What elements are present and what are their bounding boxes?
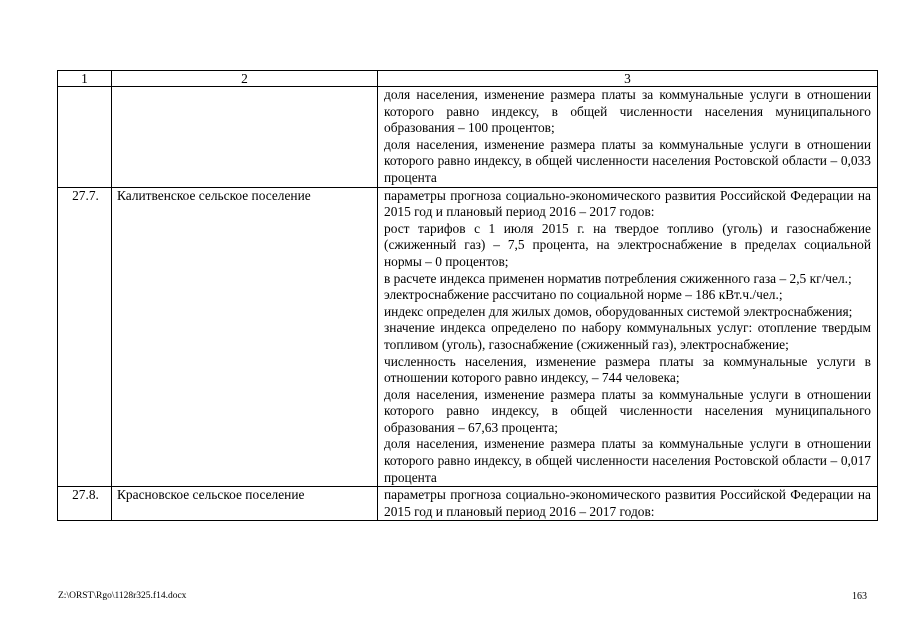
row-description-cell <box>378 87 878 188</box>
header-cell-1: 1 <box>58 71 112 87</box>
paragraph: доля населения, изменение размера платы за коммунальные услуги в отношении которого равно индексу, в общей численности населения муниципального образования – 100 процентов; <box>384 87 871 136</box>
paragraph: доля населения, изменение размера платы за коммунальные услуги в отношении которого равно индексу, в общей численности населения муниципального образования – 67,63 процента; <box>384 386 871 435</box>
row-number-cell <box>58 187 112 487</box>
footer-page-number: 163 <box>852 591 867 602</box>
paragraph: рост тарифов с 1 июля 2015 г. на твердое топливо (уголь) и газоснабжение (сжиженный газ) – 7,5 процента, на электроснабжение в пределах социальной нормы – 0 процентов; <box>384 220 871 269</box>
table-row <box>58 87 878 188</box>
paragraph: численность населения, изменение размера платы за коммунальные услуги в отношении которого равно индексу, – 744 человека; <box>384 353 871 386</box>
row-number-cell <box>58 487 112 521</box>
paragraph: в расчете индекса применен норматив потребления сжиженного газа – 2,5 кг/чел.; <box>384 270 852 286</box>
header-cell-3: 3 <box>378 71 878 87</box>
row-name-cell: Калитвенское сельское поселение <box>112 187 378 487</box>
footer-file-path: Z:\ORST\Rgo\1128r325.f14.docx <box>58 591 187 601</box>
row-name-cell <box>112 87 378 188</box>
table-row <box>58 187 878 487</box>
table-header-row <box>58 71 878 87</box>
paragraph: индекс определен для жилых домов, оборудованных системой электроснабжения; <box>384 303 853 319</box>
paragraph: параметры прогноза социально-экономического развития Российской Федерации на 2015 год и плановый период 2016 – 2017 годов: <box>384 187 871 220</box>
header-cell-2: 2 <box>112 71 378 87</box>
paragraph: электроснабжение рассчитано по социальной норме – 186 кВт.ч./чел.; <box>384 287 783 303</box>
row-description-cell <box>378 187 878 487</box>
row-number: 27.7. <box>72 187 99 203</box>
row-number: 27.8. <box>72 487 99 503</box>
paragraph: параметры прогноза социально-экономического развития Российской Федерации на 2015 год и плановый период 2016 – 2017 годов: <box>384 487 871 519</box>
row-name-cell: Красновское сельское поселение <box>112 487 378 521</box>
row-number-cell <box>58 87 112 188</box>
paragraph: доля населения, изменение размера платы за коммунальные услуги в отношении которого равно индексу, в общей численности населения Ростовской области – 0,017 процента <box>384 436 871 485</box>
table-row <box>58 487 878 521</box>
row-description-cell <box>378 487 878 521</box>
data-table <box>57 70 878 521</box>
paragraph: доля населения, изменение размера платы за коммунальные услуги в отношении которого равно индексу, в общей численности населения Ростовской области – 0,033 процента <box>384 136 871 185</box>
paragraph: значение индекса определено по набору коммунальных услуг: отопление твердым топливом (уголь), газоснабжение (сжиженный газ), электроснабжение; <box>384 320 871 352</box>
